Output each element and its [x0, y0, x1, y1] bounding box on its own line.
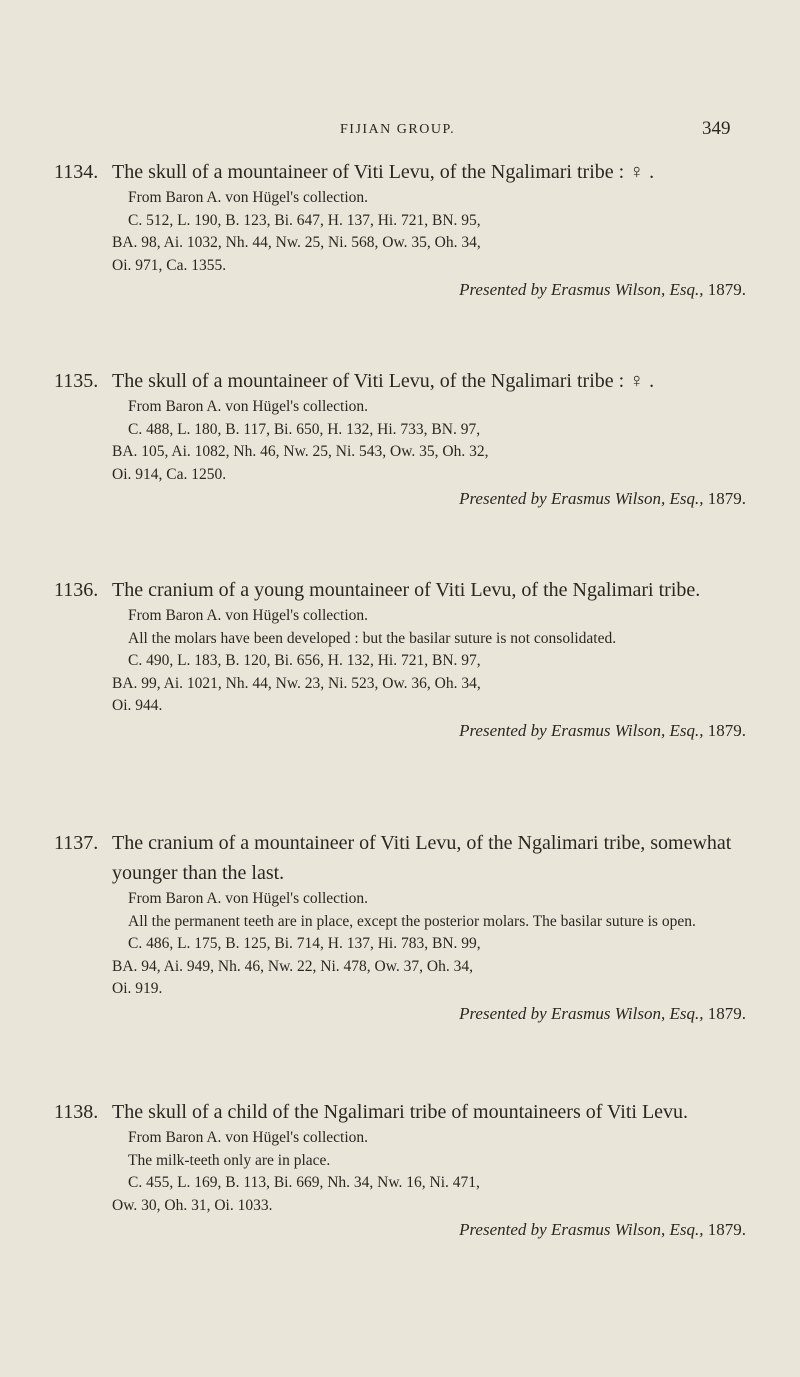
entry-source: From Baron A. von Hügel's collection. [128, 1129, 369, 1146]
entry-description: The skull of a child of the Ngalimari tribe of mountaineers of Viti Levu. [112, 1101, 689, 1123]
entry-description: The cranium of a young mountaineer of Viti Levu, of the Ngalimari tribe. [112, 579, 701, 601]
presented-year: 1879. [707, 720, 746, 740]
presented-year: 1879. [707, 1220, 746, 1239]
entry-description: The cranium of a mountaineer of Viti Levu, of the Ngalimari tribe, somewhat younger than the last. [112, 832, 732, 884]
measurement-line: Oi. 914, Ca. 1250. [112, 465, 227, 483]
presented-by [112, 1217, 754, 1243]
presented-by-text: Presented by Erasmus Wilson, Esq., [459, 1220, 704, 1239]
presented-by-text: Presented by Erasmus Wilson, Esq., [459, 280, 704, 299]
measurement-line: C. 455, L. 169, B. 113, Bi. 669, Nh. 34, Nw. 16, Ni. 471, [128, 1174, 480, 1191]
entry-number: 1136. [54, 579, 99, 601]
entry-number: 1135. [54, 370, 99, 392]
presented-year: 1879. [707, 280, 746, 299]
presented-by-text: Presented by Erasmus Wilson, Esq., [459, 489, 704, 508]
running-head-title: FIJIAN GROUP. [340, 122, 456, 137]
entry-source: From Baron A. von Hügel's collection. [128, 607, 369, 624]
catalogue-entry-1137 [54, 828, 754, 1027]
page-number: 349 [702, 118, 731, 139]
presented-year: 1879. [707, 489, 746, 508]
catalogue-entry-1134 [54, 157, 754, 303]
presented-by [112, 718, 754, 744]
entry-description: The skull of a mountaineer of Viti Levu, of the Ngalimari tribe : ♀ . [112, 370, 655, 392]
running-head [0, 118, 800, 148]
measurement-line: C. 490, L. 183, B. 120, Bi. 656, H. 132, Hi. 721, BN. 97, [128, 652, 481, 669]
measurement-line: Oi. 944. [112, 697, 163, 714]
presented-by-text: Presented by Erasmus Wilson, Esq., [459, 1003, 704, 1023]
entry-number: 1137. [54, 832, 99, 854]
entry-number: 1134. [54, 161, 99, 183]
entry-title [54, 1097, 754, 1127]
entry-source: From Baron A. von Hügel's collection. [128, 189, 369, 206]
catalogue-entry-1136 [54, 575, 754, 744]
measurement-line: Oi. 971, Ca. 1355. [112, 256, 227, 274]
entry-title [54, 828, 754, 888]
entry-title [54, 366, 754, 396]
entry-notes: All the permanent teeth are in place, except the posterior molars. The basilar suture is open. [128, 912, 696, 930]
entry-source: From Baron A. von Hügel's collection. [128, 398, 369, 415]
measurement-line: C. 486, L. 175, B. 125, Bi. 714, H. 137, Hi. 783, BN. 99, [128, 935, 481, 952]
measurement-line: C. 512, L. 190, B. 123, Bi. 647, H. 137, Hi. 721, BN. 95, [128, 211, 481, 229]
presented-by [112, 277, 754, 303]
presented-by-text: Presented by Erasmus Wilson, Esq., [459, 720, 704, 740]
catalogue-entry-1138 [54, 1097, 754, 1243]
entry-title [54, 575, 754, 605]
presented-by [112, 486, 754, 512]
measurement-line: BA. 98, Ai. 1032, Nh. 44, Nw. 25, Ni. 568, Ow. 35, Oh. 34, [112, 234, 481, 251]
entry-source: From Baron A. von Hügel's collection. [128, 890, 369, 907]
entry-number: 1138. [54, 1101, 99, 1123]
presented-by [112, 1001, 754, 1027]
entry-description: The skull of a mountaineer of Viti Levu, of the Ngalimari tribe : ♀ . [112, 161, 655, 183]
measurement-line: C. 488, L. 180, B. 117, Bi. 650, H. 132, Hi. 733, BN. 97, [128, 420, 481, 438]
entry-notes: All the molars have been developed : but the basilar suture is not consolidated. [128, 629, 617, 647]
entry-notes: The milk-teeth only are in place. [128, 1151, 331, 1169]
presented-year: 1879. [707, 1003, 746, 1023]
measurement-line: BA. 94, Ai. 949, Nh. 46, Nw. 22, Ni. 478, Ow. 37, Oh. 34, [112, 957, 473, 975]
measurement-line: BA. 105, Ai. 1082, Nh. 46, Nw. 25, Ni. 543, Ow. 35, Oh. 32, [112, 443, 489, 460]
catalogue-entry-1135 [54, 366, 754, 512]
measurement-line: Ow. 30, Oh. 31, Oi. 1033. [112, 1196, 273, 1214]
entry-title [54, 157, 754, 187]
measurement-line: BA. 99, Ai. 1021, Nh. 44, Nw. 23, Ni. 523, Ow. 36, Oh. 34, [112, 674, 481, 692]
measurement-line: Oi. 919. [112, 980, 163, 997]
